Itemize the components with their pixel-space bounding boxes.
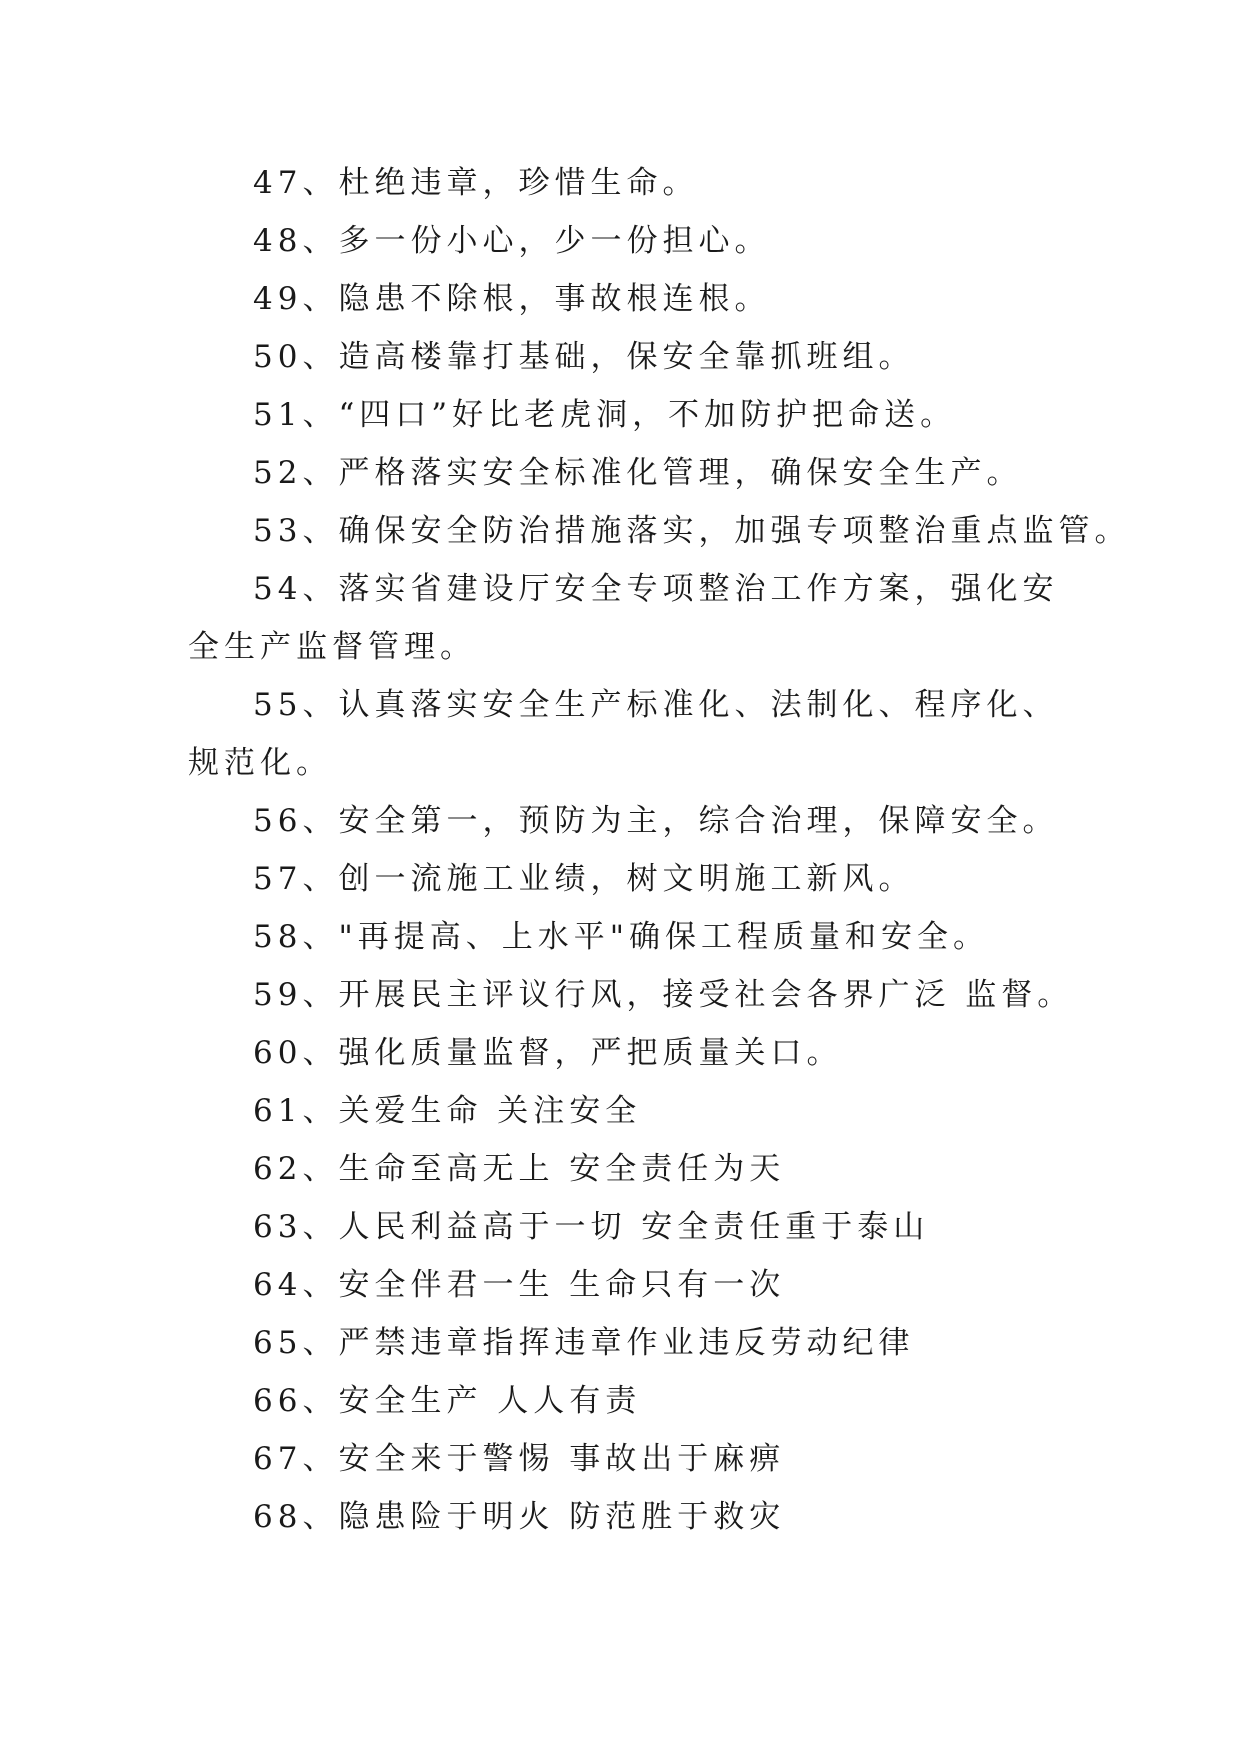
slogan-item: 57、创一流施工业绩，树文明施工新风。 xyxy=(253,861,915,897)
slogan-item: 67、安全来于警惕 事故出于麻痹 xyxy=(253,1441,786,1477)
slogan-item: 52、严格落实安全标准化管理，确保安全生产。 xyxy=(253,455,1023,491)
slogan-item: 56、安全第一，预防为主，综合治理，保障安全。 xyxy=(253,803,1059,839)
slogan-item: 53、确保安全防治措施落实，加强专项整治重点监管。 xyxy=(253,513,1131,549)
slogan-item: 58、"再提高、上水平"确保工程质量和安全。 xyxy=(253,919,989,955)
slogan-item: 50、造高楼靠打基础，保安全靠抓班组。 xyxy=(253,339,915,375)
slogan-item: 63、人民利益高于一切 安全责任重于泰山 xyxy=(253,1209,930,1245)
slogan-item: 49、隐患不除根，事故根连根。 xyxy=(253,281,771,317)
slogan-item: 60、强化质量监督，严把质量关口。 xyxy=(253,1035,843,1071)
slogan-item: 65、严禁违章指挥违章作业违反劳动纪律 xyxy=(253,1325,915,1361)
slogan-item: 61、关爱生命 关注安全 xyxy=(253,1093,642,1129)
slogan-item: 51、“四口”好比老虎洞，不加防护把命送。 xyxy=(253,397,957,433)
slogan-item: 66、安全生产 人人有责 xyxy=(253,1383,642,1419)
slogan-item: 55、认真落实安全生产标准化、法制化、程序化、规范化。 xyxy=(188,687,1059,781)
slogan-item: 59、开展民主评议行风，接受社会各界广泛 监督。 xyxy=(253,977,1074,1013)
slogan-item: 54、落实省建设厅安全专项整治工作方案，强化安全生产监督管理。 xyxy=(188,571,1059,665)
slogan-item: 48、多一份小心，少一份担心。 xyxy=(253,223,771,259)
slogan-item: 62、生命至高无上 安全责任为天 xyxy=(253,1151,786,1187)
slogan-list xyxy=(188,154,1131,1546)
slogan-item: 47、杜绝违章，珍惜生命。 xyxy=(253,165,699,201)
slogan-item: 64、安全伴君一生 生命只有一次 xyxy=(253,1267,786,1303)
slogan-item: 68、隐患险于明火 防范胜于救灾 xyxy=(253,1499,786,1535)
